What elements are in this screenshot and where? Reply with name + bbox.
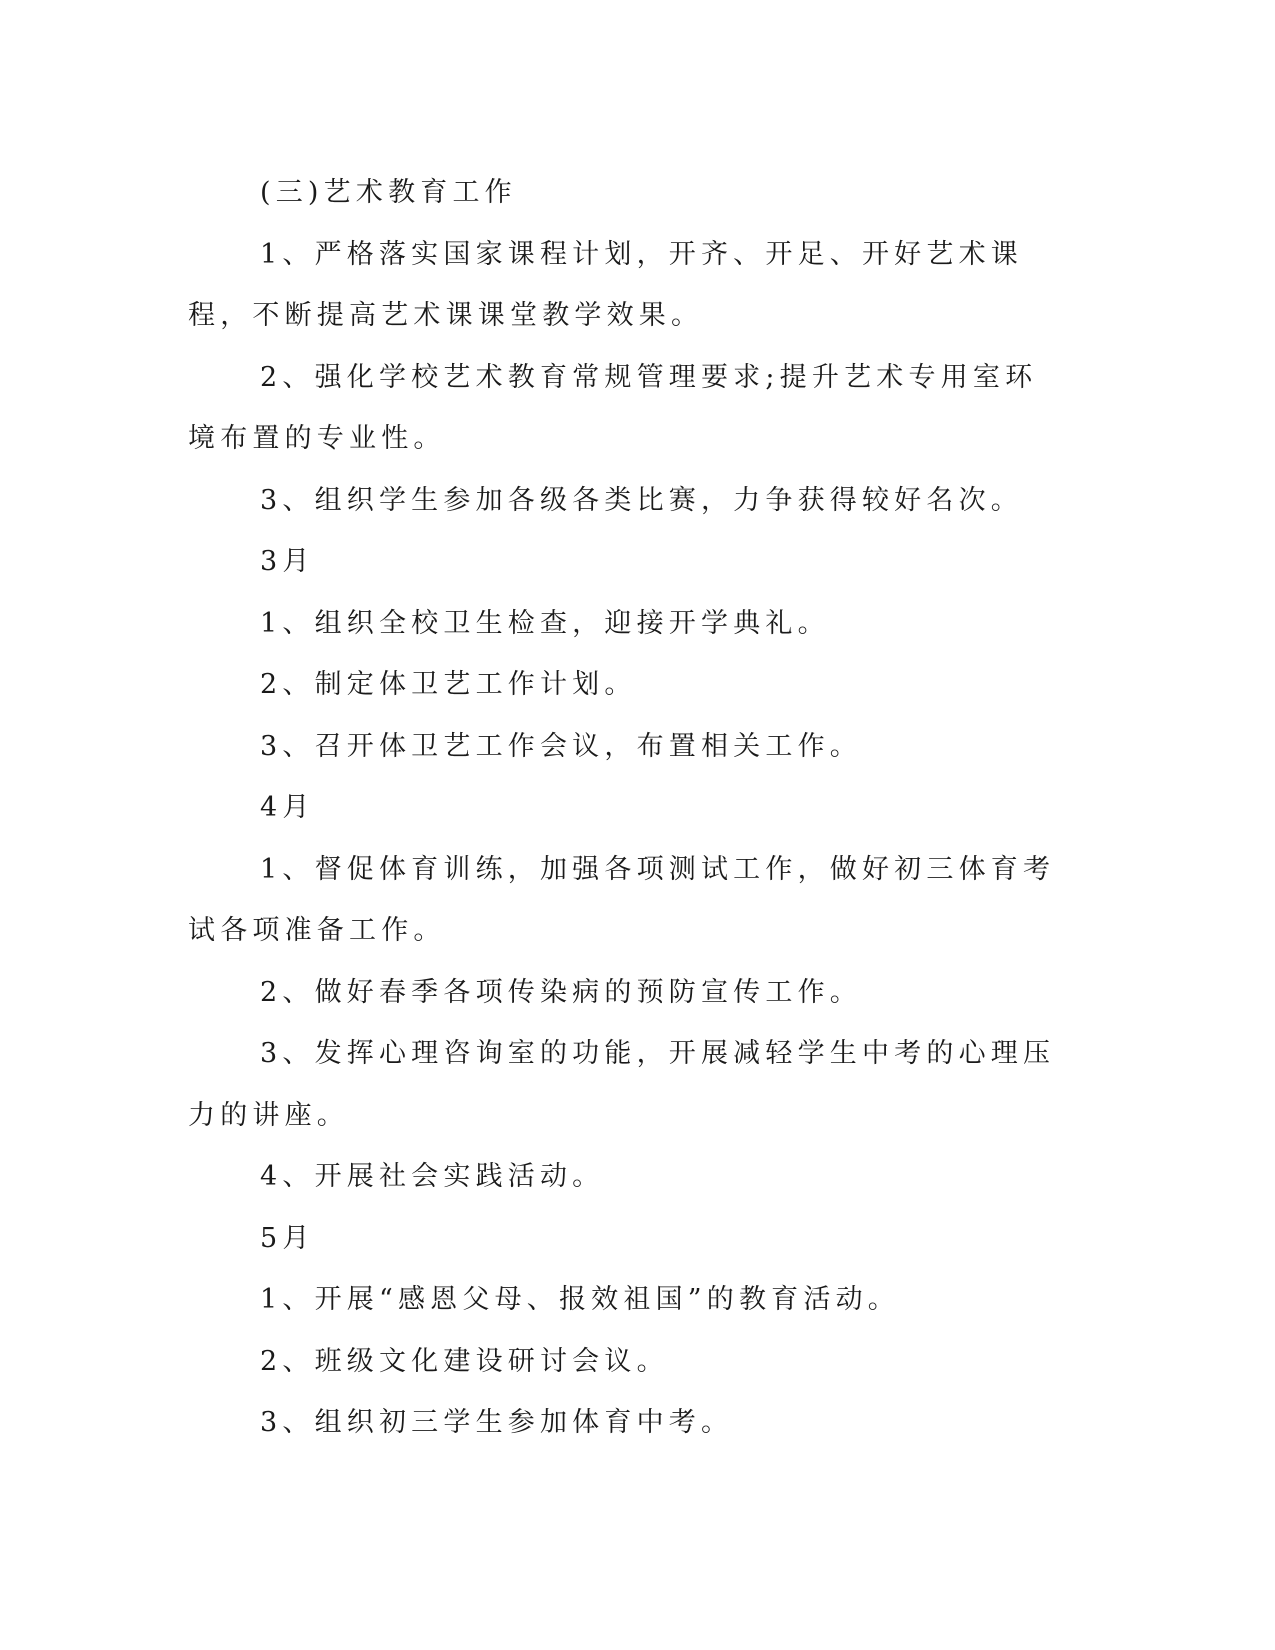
paragraph: 1、督促体育训练，加强各项测试工作，做好初三体育考试各项准备工作。	[188, 853, 1056, 946]
paragraph: 1、组织全校卫生检查，迎接开学典礼。	[260, 607, 830, 639]
paragraph: 3、组织初三学生参加体育中考。	[260, 1407, 734, 1438]
month-heading-april: 4月	[260, 792, 315, 823]
section-heading-art-education: (三)艺术教育工作	[260, 177, 517, 208]
paragraph: 2、强化学校艺术教育常规管理要求;提升艺术专用室环境布置的专业性。	[188, 361, 1038, 454]
paragraph: 4、开展社会实践活动。	[260, 1161, 605, 1192]
paragraph: 2、班级文化建设研讨会议。	[260, 1345, 669, 1377]
month-heading-march: 3月	[260, 546, 315, 577]
paragraph: 3、发挥心理咨询室的功能，开展减轻学生中考的心理压力的讲座。	[188, 1038, 1056, 1131]
paragraph: 1、严格落实国家课程计划，开齐、开足、开好艺术课程，不断提高艺术课课堂教学效果。	[188, 238, 1023, 331]
paragraph: 2、做好春季各项传染病的预防宣传工作。	[260, 976, 862, 1008]
paragraph: 3、组织学生参加各级各类比赛，力争获得较好名次。	[260, 484, 1023, 516]
paragraph: 2、制定体卫艺工作计划。	[260, 669, 637, 700]
paragraph: 3、召开体卫艺工作会议，布置相关工作。	[260, 730, 862, 762]
month-heading-may: 5月	[260, 1222, 315, 1254]
document-body	[188, 162, 1068, 1454]
paragraph: 1、开展“感恩父母、报效祖国”的教育活动。	[260, 1284, 900, 1315]
